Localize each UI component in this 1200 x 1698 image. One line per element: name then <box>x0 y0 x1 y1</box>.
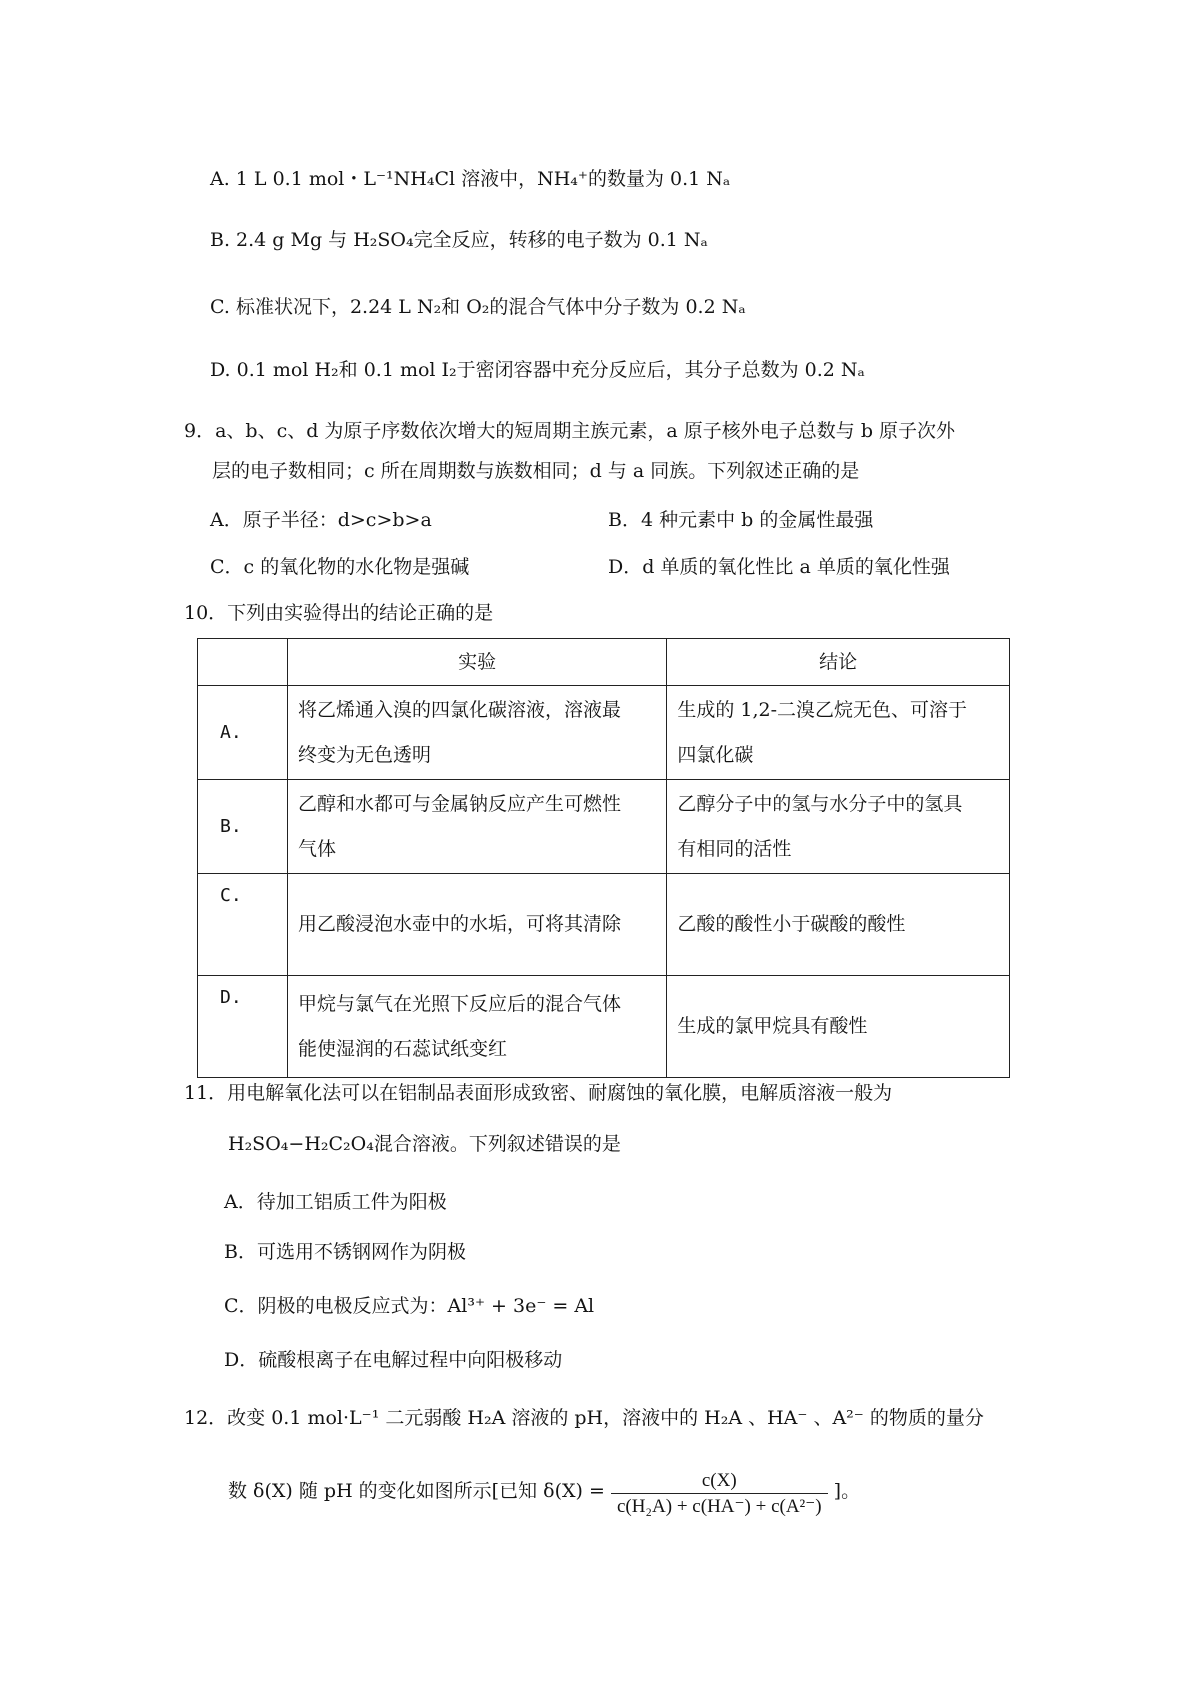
table-row <box>198 976 1010 1078</box>
row-label: A. <box>198 686 288 780</box>
q12-stem-line1: 12．改变 0.1 mol·L⁻¹ 二元弱酸 H₂A 溶液的 pH，溶液中的 H₂A 、HA⁻ 、A²⁻ 的物质的量分 <box>184 1407 984 1429</box>
q9-option-b: B．4 种元素中 b 的金属性最强 <box>608 509 874 531</box>
conclusion-cell: 乙醇分子中的氢与水分子中的氢具 有相同的活性 <box>667 780 1010 874</box>
experiment-cell: 乙醇和水都可与金属钠反应产生可燃性 气体 <box>288 780 667 874</box>
row-label: D. <box>198 976 288 1078</box>
q9-stem-line1: 9．a、b、c、d 为原子序数依次增大的短周期主族元素，a 原子核外电子总数与 b 原子次外 <box>184 420 956 442</box>
q8-option-c: C. 标准状况下，2.24 L N₂和 O₂的混合气体中分子数为 0.2 Nₐ <box>210 296 746 318</box>
q11-option-c: C．阴极的电极反应式为：Al³⁺ + 3e⁻ = Al <box>224 1295 595 1317</box>
q10-stem: 10．下列由实验得出的结论正确的是 <box>184 602 494 624</box>
q11-option-d: D．硫酸根离子在电解过程中向阳极移动 <box>224 1349 563 1371</box>
table-row <box>198 874 1010 976</box>
q11-stem-line2: H₂SO₄−H₂C₂O₄混合溶液。下列叙述错误的是 <box>228 1133 621 1155</box>
table-header-row <box>198 639 1010 686</box>
q12-stem-line2: 数 δ(X) 随 pH 的变化如图所示[已知 δ(X) = $\frac{c(X)}{\text{c(H₂A) + c(HA⁻) + c(A²⁻)}}$ ]。 <box>228 1470 861 1517</box>
fraction-denominator: c(H₂A) + c(HA⁻) + c(A²⁻) <box>616 1496 822 1517</box>
row-label: B. <box>198 780 288 874</box>
q11-stem-line1: 11．用电解氧化法可以在铝制品表面形成致密、耐腐蚀的氧化膜，电解质溶液一般为 <box>184 1082 893 1104</box>
q9-option-a: A．原子半径：d>c>b>a <box>210 509 432 531</box>
experiment-cell: 甲烷与氯气在光照下反应后的混合气体 能使湿润的石蕊试纸变红 <box>288 976 667 1078</box>
q11-option-a: A．待加工铝质工件为阳极 <box>224 1191 447 1213</box>
q9-option-c: C．c 的氧化物的水化物是强碱 <box>210 556 470 578</box>
experiment-table <box>197 638 1010 1078</box>
experiment-cell: 将乙烯通入溴的四氯化碳溶液，溶液最 终变为无色透明 <box>288 686 667 780</box>
conclusion-cell: 生成的 1,2-二溴乙烷无色、可溶于 四氯化碳 <box>667 686 1010 780</box>
table-row <box>198 780 1010 874</box>
table-row <box>198 686 1010 780</box>
conclusion-cell: 生成的氯甲烷具有酸性 <box>667 976 1010 1078</box>
conclusion-cell: 乙酸的酸性小于碳酸的酸性 <box>667 874 1010 976</box>
delta-formula-fraction <box>611 1470 828 1518</box>
table-header-blank <box>198 639 288 686</box>
q9-option-d: D．d 单质的氧化性比 a 单质的氧化性强 <box>608 556 950 578</box>
fraction-numerator: c(X) <box>611 1470 828 1494</box>
experiment-cell: 用乙酸浸泡水壶中的水垢，可将其清除 <box>288 874 667 976</box>
table-header-conclusion: 结论 <box>667 639 1010 686</box>
q11-option-b: B．可选用不锈钢网作为阴极 <box>224 1241 466 1263</box>
q8-option-b: B. 2.4 g Mg 与 H₂SO₄完全反应，转移的电子数为 0.1 Nₐ <box>210 229 708 251</box>
q8-option-d: D. 0.1 mol H₂和 0.1 mol I₂于密闭容器中充分反应后，其分子总数为 0.2 Nₐ <box>210 359 865 381</box>
q9-stem-line2: 层的电子数相同；c 所在周期数与族数相同；d 与 a 同族。下列叙述正确的是 <box>212 460 860 482</box>
table-header-experiment: 实验 <box>288 639 667 686</box>
q8-option-a: A. 1 L 0.1 mol・L⁻¹NH₄Cl 溶液中，NH₄⁺的数量为 0.1 Nₐ <box>210 168 731 190</box>
row-label: C. <box>198 874 288 976</box>
